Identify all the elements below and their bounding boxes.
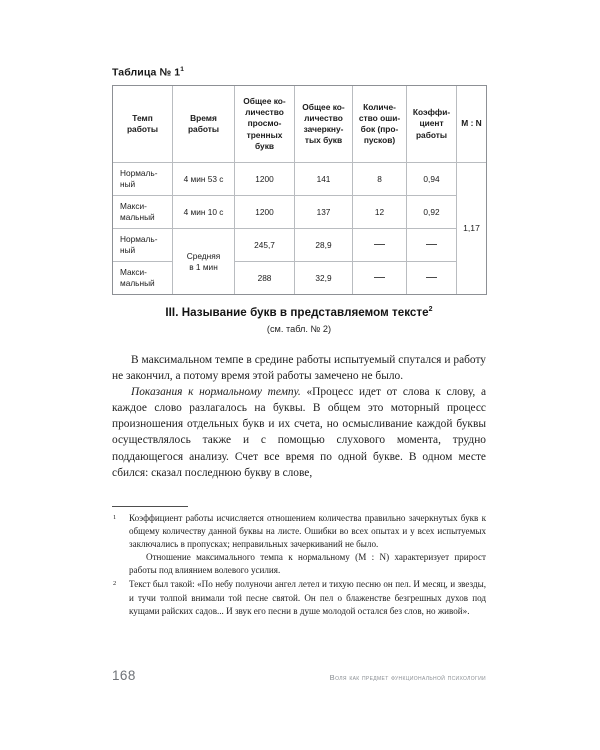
- em-dash-placeholder: [426, 244, 437, 245]
- table-caption-footnote-marker: 1: [180, 66, 185, 73]
- paragraph-2-rest: «Процесс идет от слова к слову, а каждое слово разлагалось на буквы. В общем это моторный процесс произношения отдельных букв и их счета, но осмысливание каждой буквы осуществлялось также и с помощью слухового момента, трудно поддающегося анализу. Счет все время по одной букве. В одном месте сбился: сказал последнюю букву в слове,: [112, 386, 487, 479]
- em-dash-placeholder: [374, 277, 385, 278]
- table-header-cell-total-crossed: Общее ко- личество зачеркну- тых букв: [295, 86, 353, 163]
- section-heading-footnote-marker: 2: [428, 306, 433, 314]
- cell-time: 4 мин 10 с: [173, 196, 235, 229]
- table-header-cell-mn: M : N: [457, 86, 487, 163]
- em-dash-placeholder: [426, 277, 437, 278]
- section-heading: [112, 306, 486, 319]
- footnote-1: [112, 512, 486, 577]
- footnotes: [112, 512, 486, 618]
- table-row: [113, 262, 487, 295]
- em-dash-placeholder: [374, 244, 385, 245]
- cell-mn-value: 1,17: [457, 163, 487, 295]
- cell-errors: [353, 262, 407, 295]
- table-row: [113, 163, 487, 196]
- table-row: [113, 196, 487, 229]
- cell-coefficient: [407, 262, 457, 295]
- footnote-1-paragraph-1: Коэффициент работы исчисляется отношением количества правильно зачеркнутых букв к общему количеству данной буквы на листе. Ошибки во всех опытах и у всех испытуемых заключались в пропусках; неправильных зачеркиваний не было.: [129, 513, 486, 550]
- cell-total-viewed: 1200: [235, 163, 295, 196]
- paragraph-2-italic-lead: Показания к нормальному темпу.: [131, 386, 301, 399]
- paragraph-2: [112, 384, 486, 481]
- cell-total-viewed: 288: [235, 262, 295, 295]
- cell-coefficient: 0,94: [407, 163, 457, 196]
- body-text: [112, 352, 486, 481]
- table-header-cell-errors: Количе- ство оши- бок (про- пусков): [353, 86, 407, 163]
- cell-total-crossed: 137: [295, 196, 353, 229]
- table-header-cell-total-viewed: Общее ко- личество просмо- тренных букв: [235, 86, 295, 163]
- page-number: 168: [112, 668, 136, 683]
- table-row: [113, 229, 487, 262]
- cell-coefficient: 0,92: [407, 196, 457, 229]
- paragraph-1: В максимальном темпе в средине работы испытуемый спутался и работу не закончил, а потому время этой работы замечено не было.: [112, 354, 486, 383]
- cell-tempo: Макси- мальный: [113, 196, 173, 229]
- table-caption-text: Таблица № 1: [112, 66, 181, 79]
- cell-total-viewed: 245,7: [235, 229, 295, 262]
- table-header-cell-time: Время работы: [173, 86, 235, 163]
- cell-tempo: Макси- мальный: [113, 262, 173, 295]
- cell-time: 4 мин 53 с: [173, 163, 235, 196]
- cell-time-average: Средняя в 1 мин: [173, 229, 235, 295]
- section-heading-text: III. Называние букв в представляемом тексте: [165, 306, 429, 319]
- cell-errors: 8: [353, 163, 407, 196]
- cell-total-viewed: 1200: [235, 196, 295, 229]
- cell-total-crossed: 32,9: [295, 262, 353, 295]
- cell-total-crossed: 28,9: [295, 229, 353, 262]
- running-title: воля как предмет функциональной психологии: [329, 673, 486, 682]
- cell-errors: 12: [353, 196, 407, 229]
- table-header-row: [113, 86, 487, 163]
- footnote-2: [112, 578, 486, 617]
- table-header-cell-tempo: Темп работы: [113, 86, 173, 163]
- results-table: [112, 85, 487, 295]
- cell-tempo: Нормаль- ный: [113, 229, 173, 262]
- footnote-2-marker: 2: [113, 580, 117, 588]
- cell-coefficient: [407, 229, 457, 262]
- table-caption: [112, 66, 184, 79]
- section-subheading: (см. табл. № 2): [266, 324, 332, 334]
- cell-tempo: Нормаль- ный: [113, 163, 173, 196]
- cell-total-crossed: 141: [295, 163, 353, 196]
- footnote-1-marker: 1: [113, 514, 117, 521]
- footnote-separator: [112, 506, 188, 507]
- footnote-2-paragraph-1: Текст был такой: «По небу полуночи ангел летел и тихую песню он пел. И месяц, и звезды, и тучи толпой внимали той песне святой. Он пел о блаженстве безгрешных духов под кущами райских садов... И звук его песни в душе молодой остался без слов, но живой».: [129, 579, 486, 616]
- footnote-1-paragraph-2: Отношение максимального темпа к нормальному (M : N) характеризует прирост работы под влиянием волевого усилия.: [129, 552, 486, 576]
- table-header-cell-coefficient: Коэффи- циент работы: [407, 86, 457, 163]
- cell-errors: [353, 229, 407, 262]
